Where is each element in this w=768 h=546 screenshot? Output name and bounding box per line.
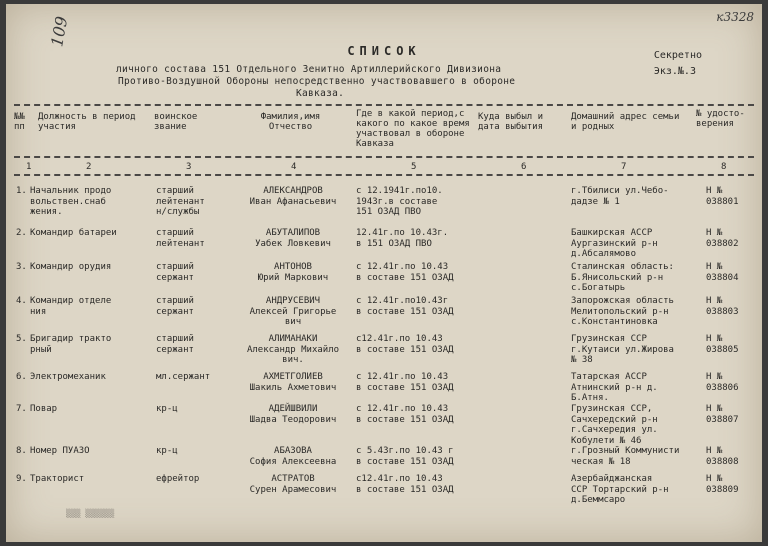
cell-name-line: Шадва Теодорович <box>249 414 337 425</box>
cell-pos <box>30 474 84 485</box>
cell-where <box>356 228 448 249</box>
cell-rank-line: старший <box>156 228 194 238</box>
cell-pos-line: Тракторист <box>30 474 85 484</box>
cell-cert-line: Н № <box>706 372 723 382</box>
cell-addr-line: с.Константиновка <box>571 317 658 327</box>
cell-rank <box>156 262 194 283</box>
cell-addr-line: Мелитопольский р-н <box>571 306 669 317</box>
cell-pos-line: Командир орудия <box>30 262 112 272</box>
cell-rank <box>156 372 210 383</box>
document-sheet <box>6 4 762 542</box>
cell-where <box>356 262 454 283</box>
cell-cert-line: Н № <box>706 446 723 456</box>
cell-addr-line: д.Абсалямово <box>571 249 637 259</box>
column-number: 6 <box>521 162 527 172</box>
cell-pos-line: ния <box>30 306 47 317</box>
cell-name-line: Иван Афанасьевич <box>249 196 337 207</box>
cell-addr-line: Б.Янисольский р-н <box>571 272 664 283</box>
column-number: 7 <box>621 162 627 172</box>
cell-addr <box>571 446 679 467</box>
cell-pos-line: Начальник продо <box>30 186 112 196</box>
cell-name <box>238 404 348 425</box>
cell-cert-line: 038802 <box>706 238 739 249</box>
cell-where <box>356 446 454 467</box>
cell-addr <box>571 474 669 506</box>
cell-n <box>16 372 27 383</box>
column-number: 3 <box>186 162 192 172</box>
header-departed: Куда выбыл и дата выбытия <box>478 112 544 132</box>
cell-pos <box>30 372 106 383</box>
cell-addr-line: Татарская АССР <box>571 372 647 382</box>
cell-where-line: в составе 151 ОЗАД <box>356 484 454 495</box>
cell-rank-line: кр-ц <box>156 404 178 414</box>
cell-name <box>238 228 348 249</box>
cell-pos-line: вольствен.снаб <box>30 196 106 207</box>
cell-where-line: в составе 151 ОЗАД <box>356 382 454 393</box>
cell-rank-line: мл.сержант <box>156 372 211 382</box>
cell-rank <box>156 404 178 415</box>
classification-block <box>654 48 702 80</box>
cell-pos <box>30 262 111 273</box>
cell-name-line: Алексей Григорье <box>249 306 337 317</box>
cell-addr <box>571 404 658 446</box>
cell-rank <box>156 186 205 218</box>
cell-cert-line: Н № <box>706 262 723 272</box>
cell-addr <box>571 186 669 207</box>
cell-addr-line: Аургазинский р-н <box>571 238 658 249</box>
header-certificate: № удосто-верения <box>696 109 745 129</box>
cell-n-line: 2. <box>16 228 27 238</box>
cell-addr <box>571 228 658 260</box>
cell-n <box>16 446 27 457</box>
cell-where-line: с 12.41г.по 10.43 <box>356 404 449 414</box>
cell-addr-line: Сталинская область: <box>571 262 674 272</box>
cell-name-line: Юрий Маркович <box>257 272 329 283</box>
cell-name-line: АЛИМАНАКИ <box>268 334 318 344</box>
cell-rank-line: старший <box>156 296 194 306</box>
cell-n-line: 1. <box>16 186 27 196</box>
cell-addr-line: Грузинская ССР <box>571 334 647 344</box>
cell-name-line: АНТОНОВ <box>274 262 312 272</box>
cell-rank-line: сержант <box>156 344 194 355</box>
cell-pos-line: Командир батареи <box>30 228 117 238</box>
cell-addr-line: Башкирская АССР <box>571 228 653 238</box>
cell-rank-line: ефрейтор <box>156 474 200 484</box>
cell-n-line: 5. <box>16 334 27 344</box>
cell-where-line: с 12.41г.по 10.43 <box>356 372 449 382</box>
cell-n-line: 4. <box>16 296 27 306</box>
header-rank: воинское звание <box>154 112 198 132</box>
cell-name-line: вич <box>284 317 302 327</box>
cell-where <box>356 404 454 425</box>
cell-rank-line: старший <box>156 186 194 196</box>
cell-cert <box>706 262 739 283</box>
cell-addr-line: Сачхередский р-н <box>571 414 658 425</box>
subtitle-line-2: Противо-Воздушной Обороны непосредственно участвовавшего в обороне <box>118 76 516 87</box>
cell-n <box>16 474 27 485</box>
cell-pos-line: жения. <box>30 207 63 217</box>
header-top-rule <box>14 104 754 106</box>
cell-pos-line: Номер ПУАЗО <box>30 446 90 456</box>
cell-rank-line: лейтенант <box>156 238 205 249</box>
cell-n-line: 9. <box>16 474 27 484</box>
cell-name <box>238 446 348 467</box>
cell-addr-line: ССР Тортарский р-н <box>571 484 669 495</box>
cell-addr-line: дадзе № 1 <box>571 196 620 207</box>
cell-rank-line: старший <box>156 262 194 272</box>
cell-rank-line: н/службы <box>156 207 200 217</box>
subtitle-line-1: личного состава 151 Отдельного Зенитно Артиллерийского Дивизиона <box>116 64 502 75</box>
cell-rank-line: лейтенант <box>156 196 205 207</box>
cell-rank <box>156 334 194 355</box>
cell-addr <box>571 334 674 366</box>
cell-addr-line: Атнинский р-н д. <box>571 382 658 393</box>
cell-pos <box>30 404 57 415</box>
cell-where-line: в составе 151 ОЗАД <box>356 306 454 317</box>
cell-rank-line: сержант <box>156 272 194 283</box>
cell-name <box>238 186 348 207</box>
cell-cert-line: 038805 <box>706 344 739 355</box>
cell-rank <box>156 228 205 249</box>
column-number: 8 <box>721 162 727 172</box>
cell-name-line: АБУТАЛИПОВ <box>265 228 321 238</box>
cell-addr <box>571 372 658 404</box>
cell-pos <box>30 334 111 355</box>
cell-rank-line: сержант <box>156 306 194 317</box>
cell-addr <box>571 296 674 328</box>
classification-label: Секретно <box>653 50 702 61</box>
cell-addr-line: с.Богатырь <box>571 283 626 293</box>
document-title: СПИСОК <box>347 44 421 58</box>
column-number: 5 <box>411 162 417 172</box>
cell-where <box>356 334 454 355</box>
cell-name-line: АБАЗОВА <box>274 446 312 456</box>
subtitle-line-3: Кавказа. <box>296 88 345 99</box>
cell-where <box>356 474 454 495</box>
cell-pos-line: рный <box>30 344 52 355</box>
cell-name <box>238 372 348 393</box>
cell-cert <box>706 334 739 355</box>
header-name: Фамилия,имя Отчество <box>260 112 321 132</box>
column-number: 1 <box>26 162 32 172</box>
cell-rank <box>156 446 178 457</box>
cell-name <box>238 262 348 283</box>
cell-cert-line: 038806 <box>706 382 739 393</box>
cell-cert-line: Н № <box>706 186 723 196</box>
cell-name-line: АНДРУСЕВИЧ <box>265 296 321 306</box>
cell-where-line: в 151 ОЗАД ПВО <box>356 238 432 249</box>
cell-cert-line: Н № <box>706 334 723 344</box>
header-bottom-rule <box>14 174 754 176</box>
cell-cert-line: Н № <box>706 228 723 238</box>
cell-rank-line: кр-ц <box>156 446 178 456</box>
cell-name-line: Сурен Арамесович <box>249 484 337 495</box>
cell-where <box>356 372 454 393</box>
cell-addr-line: г.Грозный Коммунисти <box>571 446 680 456</box>
cell-where <box>356 186 443 218</box>
cell-where-line: с12.41г.по 10.43 <box>356 474 443 484</box>
cell-n-line: 3. <box>16 262 27 272</box>
cell-name-line: Уабек Ловкевич <box>255 238 331 249</box>
cell-where-line: с 12.41г.по 10.43 <box>356 262 449 272</box>
header-where: Где в какой период,с какого по какое время участвовал в обороне Кавказа <box>356 109 470 149</box>
cell-addr-line: Б.Атня. <box>571 393 609 403</box>
cell-name-line: Александр Михайло <box>246 344 340 355</box>
cell-where-line: 1943г.в составе <box>356 196 438 207</box>
cell-rank <box>156 296 194 317</box>
cell-addr-line: г.Сачхередия ул. <box>571 425 658 435</box>
cell-where-line: с 5.43г.по 10.43 г <box>356 446 454 456</box>
header-address: Домашний адрес семьи и родных <box>571 112 680 132</box>
cell-pos-line: Электромеханик <box>30 372 106 382</box>
sheet-number-annotation: 109 <box>47 14 72 49</box>
cell-n <box>16 334 27 345</box>
header-position: Должность в период участия <box>38 112 136 132</box>
cell-name-line: АХМЕТГОЛИЕВ <box>263 372 323 382</box>
cell-cert <box>706 404 739 425</box>
cell-cert <box>706 372 739 393</box>
cell-pos <box>30 296 111 317</box>
cell-pos-line: Командир отделе <box>30 296 112 306</box>
cell-where-line: в составе 151 ОЗАД <box>356 272 454 283</box>
cell-pos <box>30 186 111 218</box>
cell-cert-line: Н № <box>706 404 723 414</box>
cell-cert-line: Н № <box>706 296 723 306</box>
cell-pos-line: Повар <box>30 404 58 414</box>
header-num: №№ пп <box>14 112 25 132</box>
cell-where-line: в составе 151 ОЗАД <box>356 414 454 425</box>
cell-cert-line: 038803 <box>706 306 739 317</box>
cell-where-line: 151 ОЗАД ПВО <box>356 207 422 217</box>
archive-mark-annotation: к3328 <box>716 10 754 24</box>
cell-name <box>238 296 348 328</box>
cell-n <box>16 228 27 239</box>
cell-addr-line: г.Тбилиси ул.Чебо- <box>571 186 669 196</box>
cell-n <box>16 262 27 273</box>
cell-addr-line: № 38 <box>571 355 593 365</box>
copy-number: Экз.№.3 <box>653 66 696 77</box>
cell-where-line: в составе 151 ОЗАД <box>356 456 454 467</box>
cell-cert <box>706 474 739 495</box>
cell-n-line: 6. <box>16 372 27 382</box>
cell-n <box>16 186 27 197</box>
cell-n-line: 7. <box>16 404 27 414</box>
cell-cert-line: 038807 <box>706 414 739 425</box>
cell-cert <box>706 228 739 249</box>
cell-name <box>238 474 348 495</box>
cell-rank <box>156 474 199 485</box>
cell-addr-line: Азербайджанская <box>571 474 653 484</box>
cell-cert-line: 038809 <box>706 484 739 495</box>
cell-name-line: София Алексеевна <box>249 456 337 467</box>
cell-cert <box>706 296 739 317</box>
cell-n <box>16 404 27 415</box>
cell-addr-line: Запорожская область <box>571 296 674 306</box>
cell-addr-line: ческая № 18 <box>571 456 631 467</box>
cell-cert-line: 038804 <box>706 272 739 283</box>
cell-addr-line: Грузинская ССР, <box>571 404 653 414</box>
cell-where-line: в составе 151 ОЗАД <box>356 344 454 355</box>
cell-addr <box>571 262 674 294</box>
cell-addr-line: Кобулети № 46 <box>571 435 642 446</box>
cell-name-line: АЛЕКСАНДРОВ <box>263 186 323 196</box>
cell-name-line: АДЕЙШВИЛИ <box>268 404 318 414</box>
cell-where-line: с 12.1941г.по10. <box>356 186 443 196</box>
cell-name-line: АСТРАТОВ <box>271 474 315 484</box>
cell-where-line: 12.41г.по 10.43г. <box>356 228 449 238</box>
cell-addr-line: г.Кутаиси ул.Жирова <box>571 344 674 355</box>
cell-name-line: Шакиль Ахметович <box>249 382 337 393</box>
cell-rank-line: старший <box>156 334 194 344</box>
cell-name <box>238 334 348 366</box>
faded-stamp: ▒▒▒ ▒▒▒▒▒▒ <box>66 509 115 518</box>
cell-where-line: с 12.41г.по10.43г <box>356 296 449 306</box>
column-number: 4 <box>291 162 297 172</box>
cell-n <box>16 296 27 307</box>
cell-cert-line: 038801 <box>706 196 739 207</box>
cell-where <box>356 296 454 317</box>
cell-name-line: вич. <box>282 355 304 365</box>
header-mid-rule <box>14 156 754 158</box>
cell-addr-line: д.Беммсаро <box>571 495 626 505</box>
cell-pos <box>30 228 117 239</box>
cell-cert <box>706 446 739 467</box>
cell-cert-line: Н № <box>706 474 723 484</box>
cell-cert <box>706 186 739 207</box>
cell-pos-line: Бригадир тракто <box>30 334 112 344</box>
cell-pos <box>30 446 90 457</box>
cell-where-line: с12.41г.по 10.43 <box>356 334 443 344</box>
column-number: 2 <box>86 162 92 172</box>
cell-cert-line: 038808 <box>706 456 739 467</box>
cell-n-line: 8. <box>16 446 27 456</box>
